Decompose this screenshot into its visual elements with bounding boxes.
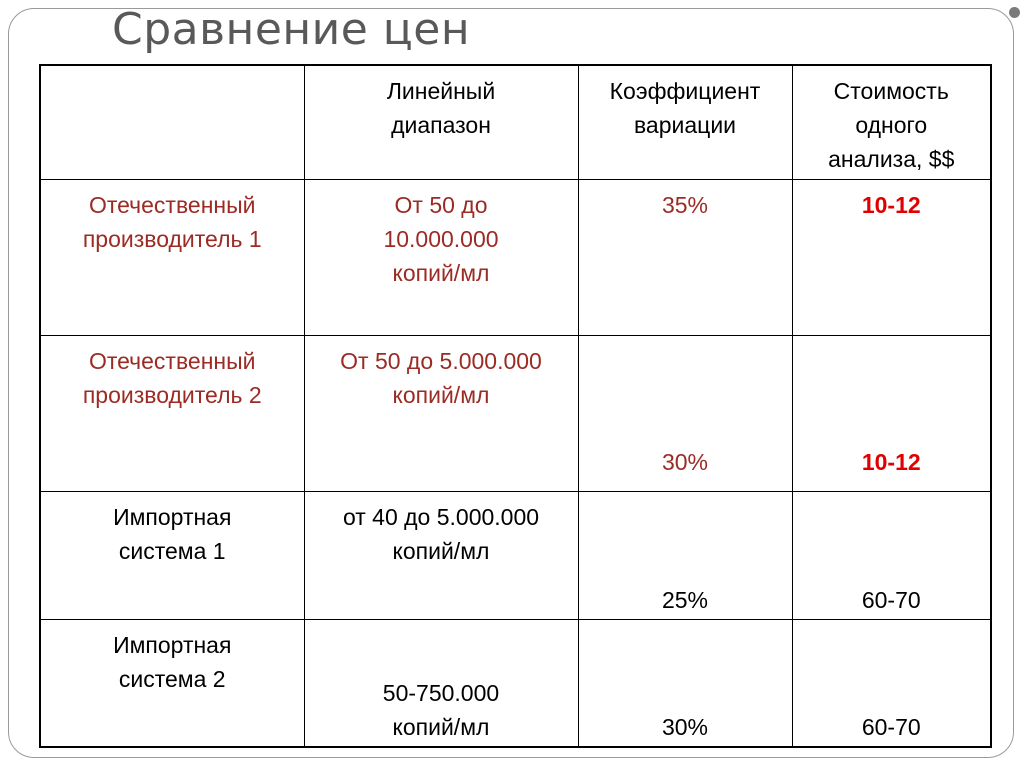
row-cv: 30% bbox=[578, 335, 792, 491]
row-range: 50-750.000 копий/мл bbox=[304, 619, 578, 747]
row-range: От 50 до 5.000.000 копий/мл bbox=[304, 335, 578, 491]
row-range: От 50 до 10.000.000 копий/мл bbox=[304, 179, 578, 335]
row-cv: 25% bbox=[578, 491, 792, 619]
header-cost-per-analysis: Стоимость одного анализа, $$ bbox=[792, 65, 991, 179]
row-cv: 35% bbox=[578, 179, 792, 335]
table-header-row bbox=[40, 65, 991, 179]
header-variation-coefficient: Коэффициент вариации bbox=[578, 65, 792, 179]
row-cost: 10-12 bbox=[792, 335, 991, 491]
row-name: Отечественный производитель 1 bbox=[40, 179, 304, 335]
header-linear-range: Линейный диапазон bbox=[304, 65, 578, 179]
row-name: Импортная система 1 bbox=[40, 491, 304, 619]
row-cost: 60-70 bbox=[792, 491, 991, 619]
row-cv: 30% bbox=[578, 619, 792, 747]
table-row bbox=[40, 491, 991, 619]
row-name: Отечественный производитель 2 bbox=[40, 335, 304, 491]
frame-corner-dot bbox=[1009, 7, 1020, 18]
row-name: Импортная система 2 bbox=[40, 619, 304, 747]
row-cost: 10-12 bbox=[792, 179, 991, 335]
page-title: Сравнение цен bbox=[112, 4, 471, 55]
table-row bbox=[40, 179, 991, 335]
table-row bbox=[40, 619, 991, 747]
price-comparison-table bbox=[39, 64, 992, 748]
row-range: от 40 до 5.000.000 копий/мл bbox=[304, 491, 578, 619]
header-empty bbox=[40, 65, 304, 179]
row-cost: 60-70 bbox=[792, 619, 991, 747]
table-row bbox=[40, 335, 991, 491]
